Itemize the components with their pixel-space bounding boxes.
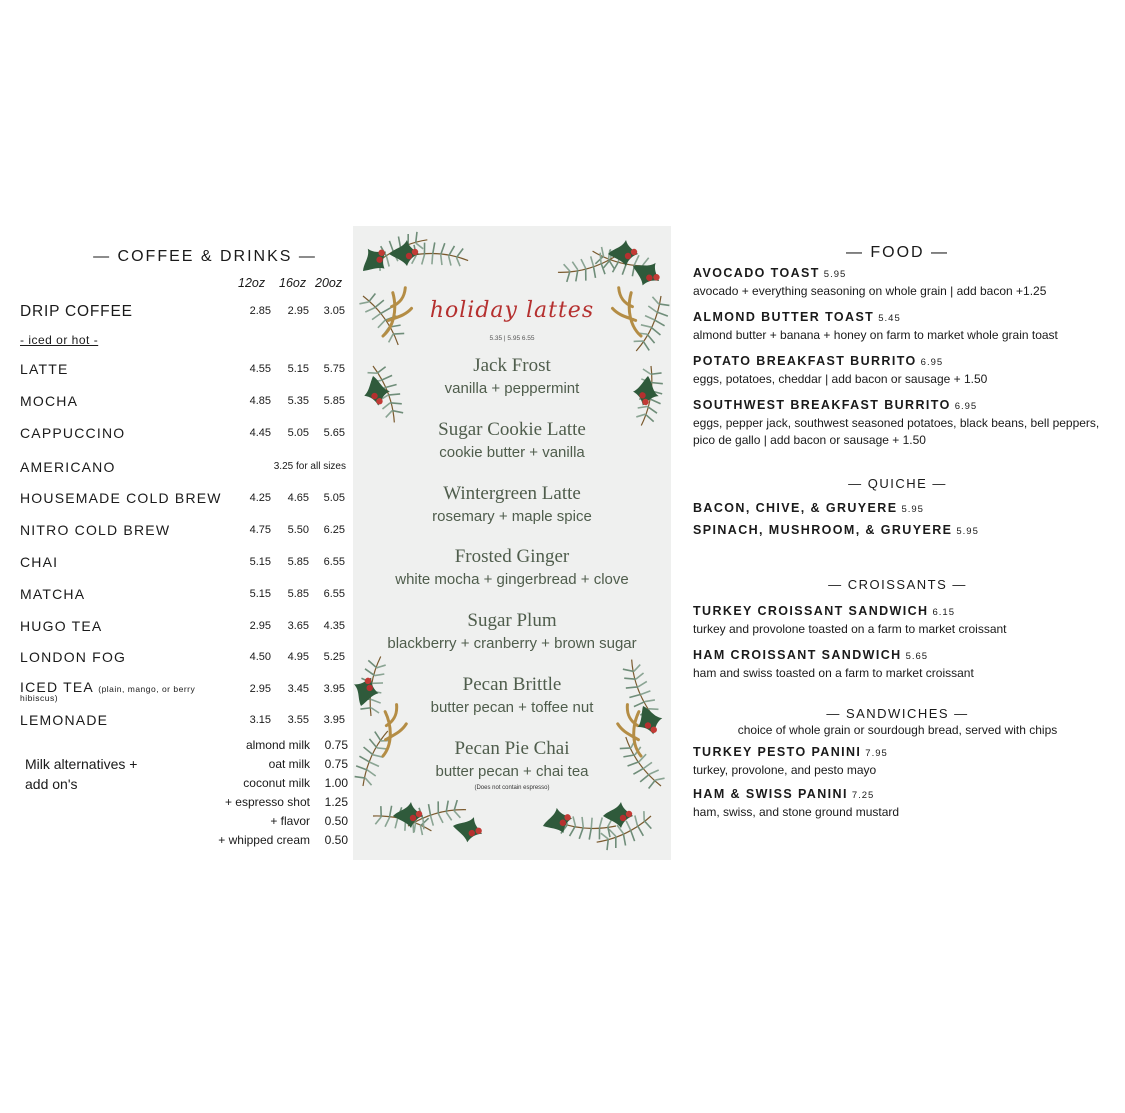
price-12oz: 5.15 bbox=[249, 588, 271, 600]
food-item-avocado-toast bbox=[693, 266, 846, 280]
price-12oz: 4.25 bbox=[249, 492, 271, 504]
quiche-item bbox=[693, 523, 979, 537]
sandwich-bread-note: choice of whole grain or sourdough bread, served with chips bbox=[737, 723, 1058, 737]
price-12oz: 4.55 bbox=[249, 363, 271, 375]
latte-name: Frosted Ginger bbox=[454, 546, 570, 567]
quiche-item bbox=[693, 501, 924, 515]
latte-name: Jack Frost bbox=[473, 355, 551, 376]
addon-almond-milk: almond milk bbox=[245, 738, 310, 752]
item-price: 7.95 bbox=[865, 748, 888, 759]
iced-tea-flavor-note: (plain, mango, or berry bbox=[98, 684, 196, 694]
no-espresso-note: (Does not contain espresso) bbox=[474, 785, 550, 791]
addon-price: 1.00 bbox=[324, 776, 348, 790]
croissants-heading: — CROISSANTS — bbox=[828, 577, 967, 592]
drink-matcha: MATCHA bbox=[20, 586, 86, 602]
price-20oz: 6.55 bbox=[323, 556, 345, 568]
iced-or-hot-note: - iced or hot - bbox=[20, 333, 99, 347]
price-20oz: 5.05 bbox=[323, 492, 345, 504]
item-price: 5.95 bbox=[823, 269, 847, 280]
addon-price: 0.75 bbox=[324, 757, 348, 771]
latte-desc: cookie butter + vanilla bbox=[439, 444, 585, 461]
size-12oz-header: 12oz bbox=[238, 276, 266, 290]
price-12oz: 2.95 bbox=[249, 683, 271, 695]
milk-alternatives-line2: add on's bbox=[25, 776, 78, 792]
drink-hugo-tea: HUGO TEA bbox=[20, 618, 103, 634]
addon-oat-milk: oat milk bbox=[268, 757, 310, 771]
drink-london-fog: LONDON FOG bbox=[20, 649, 127, 665]
item-desc: eggs, pepper jack, southwest seasoned potatoes, black beans, bell peppers, pico de gallo | add bacon or sausage + 1.50 bbox=[693, 416, 1100, 447]
latte-name: Sugar Cookie Latte bbox=[438, 419, 586, 440]
price-16oz: 4.65 bbox=[287, 492, 309, 504]
sandwiches-heading: — SANDWICHES — bbox=[826, 706, 969, 721]
food-item-potato-burrito bbox=[693, 354, 943, 368]
item-desc: eggs, potatoes, cheddar | add bacon or sausage + 1.50 bbox=[693, 372, 988, 386]
item-price: 6.15 bbox=[932, 607, 955, 618]
price-16oz: 3.55 bbox=[287, 714, 309, 726]
price-12oz: 3.15 bbox=[249, 714, 271, 726]
price-20oz: 6.25 bbox=[323, 524, 345, 536]
americano-price-note: 3.25 for all sizes bbox=[273, 461, 346, 472]
price-16oz: 3.45 bbox=[287, 683, 309, 695]
item-name: POTATO BREAKFAST BURRITO bbox=[693, 354, 917, 368]
sandwich-item bbox=[693, 787, 874, 801]
holiday-lattes-prices: 5.35 | 5.95 6.55 bbox=[489, 335, 535, 342]
latte-desc: butter pecan + chai tea bbox=[435, 763, 589, 780]
price-16oz: 5.85 bbox=[287, 588, 309, 600]
latte-name: Sugar Plum bbox=[467, 610, 557, 631]
addon-price: 0.50 bbox=[324, 814, 348, 828]
price-16oz: 5.50 bbox=[287, 524, 309, 536]
price-16oz: 5.15 bbox=[287, 363, 309, 375]
latte-desc: white mocha + gingerbread + clove bbox=[395, 571, 629, 588]
item-desc: turkey, provolone, and pesto mayo bbox=[693, 763, 877, 777]
item-price: 7.25 bbox=[851, 790, 875, 801]
size-20oz-header: 20oz bbox=[315, 276, 343, 290]
item-price: 5.95 bbox=[901, 504, 924, 515]
price-16oz: 2.95 bbox=[287, 305, 309, 317]
price-20oz: 4.35 bbox=[323, 620, 345, 632]
croissant-item bbox=[693, 648, 928, 662]
drink-lemonade: LEMONADE bbox=[20, 712, 109, 728]
food-heading: — FOOD — bbox=[845, 244, 950, 261]
iced-tea-flavor-note-cont: hibiscus) bbox=[20, 693, 59, 703]
addon-espresso-shot: + espresso shot bbox=[224, 795, 310, 809]
price-16oz: 3.65 bbox=[287, 620, 309, 632]
price-20oz: 5.65 bbox=[323, 427, 345, 439]
price-16oz: 4.95 bbox=[287, 651, 309, 663]
item-price: 5.45 bbox=[878, 313, 901, 324]
item-name: ALMOND BUTTER TOAST bbox=[693, 310, 875, 324]
food-item-southwest-burrito bbox=[693, 398, 977, 412]
item-name: AVOCADO TOAST bbox=[693, 266, 820, 280]
item-desc: almond butter + banana + honey on farm to market whole grain toast bbox=[693, 328, 1058, 342]
latte-name: Pecan Pie Chai bbox=[454, 738, 570, 759]
addon-coconut-milk: coconut milk bbox=[243, 776, 310, 790]
item-name: TURKEY CROISSANT SANDWICH bbox=[693, 604, 929, 618]
addon-price: 0.50 bbox=[324, 833, 348, 847]
price-16oz: 5.35 bbox=[287, 395, 309, 407]
drink-drip-coffee: DRIP COFFEE bbox=[20, 303, 133, 320]
price-12oz: 4.75 bbox=[249, 524, 271, 536]
item-desc: ham, swiss, and stone ground mustard bbox=[693, 805, 900, 819]
price-12oz: 5.15 bbox=[249, 556, 271, 568]
drink-housemade-cold-brew: HOUSEMADE COLD BREW bbox=[20, 490, 222, 506]
item-name: BACON, CHIVE, & GRUYERE bbox=[693, 501, 898, 515]
addon-price: 0.75 bbox=[324, 738, 348, 752]
price-16oz: 5.85 bbox=[287, 556, 309, 568]
item-name: SPINACH, MUSHROOM, & GRUYERE bbox=[693, 523, 953, 537]
drink-nitro-cold-brew: NITRO COLD BREW bbox=[20, 522, 171, 538]
price-16oz: 5.05 bbox=[287, 427, 309, 439]
drink-mocha: MOCHA bbox=[20, 393, 79, 409]
item-desc: turkey and provolone toasted on a farm to market croissant bbox=[693, 622, 1007, 636]
item-name: HAM CROISSANT SANDWICH bbox=[693, 648, 902, 662]
price-12oz: 4.85 bbox=[249, 395, 271, 407]
latte-name: Pecan Brittle bbox=[462, 674, 562, 695]
quiche-heading: — QUICHE — bbox=[848, 476, 947, 491]
price-12oz: 2.85 bbox=[249, 305, 271, 317]
item-desc: avocado + everything seasoning on whole grain | add bacon +1.25 bbox=[693, 284, 1047, 298]
item-name: HAM & SWISS PANINI bbox=[693, 787, 848, 801]
holiday-lattes-panel bbox=[353, 226, 671, 860]
latte-name: Wintergreen Latte bbox=[443, 483, 581, 504]
price-20oz: 6.55 bbox=[323, 588, 345, 600]
addon-flavor: + flavor bbox=[270, 814, 310, 828]
addon-price: 1.25 bbox=[324, 795, 348, 809]
item-price: 5.95 bbox=[956, 526, 979, 537]
drink-americano: AMERICANO bbox=[20, 459, 116, 475]
latte-desc: rosemary + maple spice bbox=[432, 508, 592, 525]
item-price: 6.95 bbox=[954, 401, 978, 412]
milk-alternatives-line1: Milk alternatives + bbox=[25, 756, 138, 772]
item-price: 6.95 bbox=[920, 357, 944, 368]
latte-desc: butter pecan + toffee nut bbox=[430, 699, 594, 716]
price-20oz: 5.75 bbox=[323, 363, 345, 375]
croissant-item bbox=[693, 604, 955, 618]
item-name: TURKEY PESTO PANINI bbox=[693, 745, 862, 759]
price-12oz: 4.45 bbox=[249, 427, 271, 439]
drink-iced-tea-label: ICED TEA bbox=[20, 679, 94, 695]
sandwich-item bbox=[693, 745, 888, 759]
price-20oz: 5.25 bbox=[323, 651, 345, 663]
latte-desc: vanilla + peppermint bbox=[444, 380, 580, 397]
coffee-drinks-heading: — COFFEE & DRINKS — bbox=[93, 248, 317, 265]
item-desc: ham and swiss toasted on a farm to market croissant bbox=[693, 666, 974, 680]
holiday-lattes-title: holiday lattes bbox=[429, 298, 595, 323]
price-12oz: 2.95 bbox=[249, 620, 271, 632]
price-12oz: 4.50 bbox=[249, 651, 271, 663]
latte-desc: blackberry + cranberry + brown sugar bbox=[387, 635, 637, 652]
price-20oz: 3.95 bbox=[323, 714, 345, 726]
price-20oz: 3.95 bbox=[323, 683, 345, 695]
drink-latte: LATTE bbox=[20, 361, 69, 377]
food-item-almond-butter-toast bbox=[693, 310, 901, 324]
price-20oz: 5.85 bbox=[323, 395, 345, 407]
price-20oz: 3.05 bbox=[323, 305, 345, 317]
item-name: SOUTHWEST BREAKFAST BURRITO bbox=[693, 398, 951, 412]
item-price: 5.65 bbox=[905, 651, 929, 662]
size-16oz-header: 16oz bbox=[279, 276, 307, 290]
milk-alternatives-heading bbox=[25, 754, 165, 794]
drink-cappuccino: CAPPUCCINO bbox=[20, 425, 126, 441]
drink-chai: CHAI bbox=[20, 554, 59, 570]
addon-whipped-cream: + whipped cream bbox=[218, 833, 310, 847]
